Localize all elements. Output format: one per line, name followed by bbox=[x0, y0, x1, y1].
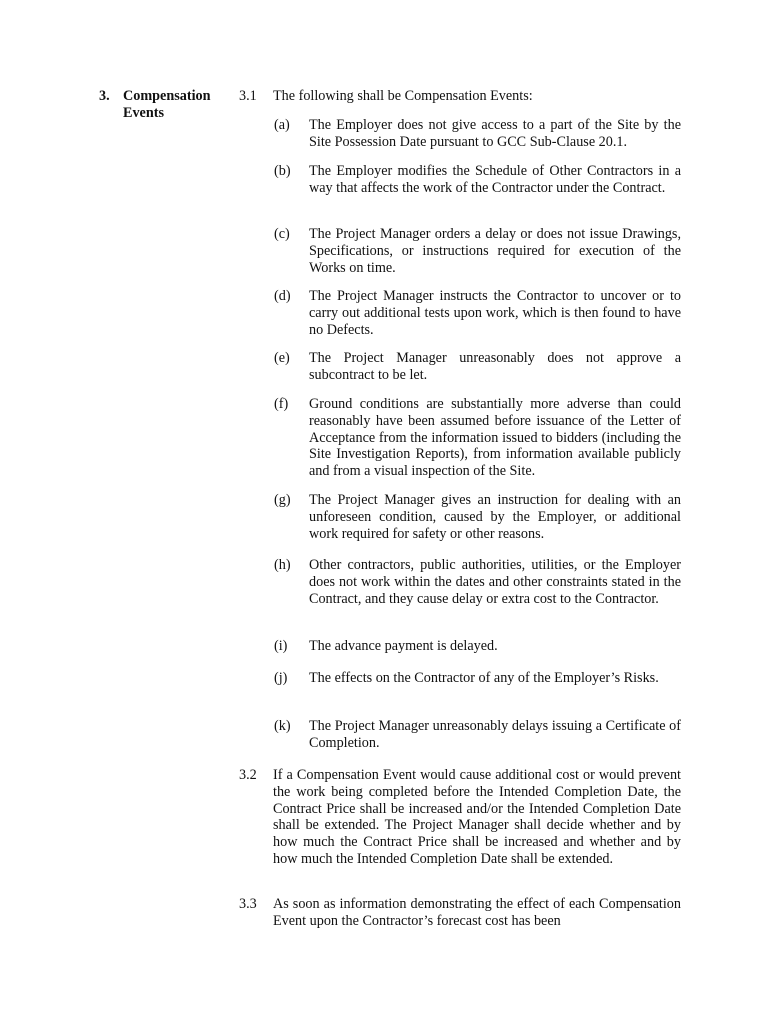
list-item-text-b: The Employer modifies the Schedule of Other Contractors in a way that affects the work of the Contractor under the Contract. bbox=[309, 163, 681, 196]
list-item-text-h: Other contractors, public authorities, utilities, or the Employer does not work within the dates and other constraints stated in the Contract, and they cause delay or extra cost to the Contractor. bbox=[309, 557, 681, 607]
list-item-label-d: (d) bbox=[274, 288, 291, 304]
list-item-text-e: The Project Manager unreasonably does not approve a subcontract to be let. bbox=[309, 350, 681, 383]
list-item-text-g: The Project Manager gives an instruction for dealing with an unforeseen condition, caused by the Employer, or additional work required for safety or other reasons. bbox=[309, 492, 681, 542]
list-item-text-k: The Project Manager unreasonably delays issuing a Certificate of Completion. bbox=[309, 718, 681, 751]
list-item-text-d: The Project Manager instructs the Contractor to uncover or to carry out additional tests upon work, which is then found to have no Defects. bbox=[309, 288, 681, 338]
list-item-text-f: Ground conditions are substantially more adverse than could reasonably have been assumed before issuance of the Letter of Acceptance from the information issued to bidders (including the Site Investigation Reports), from information available publicly and from a visual inspection of the Site. bbox=[309, 396, 681, 480]
section-number: 3. bbox=[99, 88, 110, 104]
list-item-label-a: (a) bbox=[274, 117, 290, 133]
list-item-label-e: (e) bbox=[274, 350, 290, 366]
clause-text-3-2: If a Compensation Event would cause additional cost or would prevent the work being completed before the Intended Completion Date, the Contract Price shall be increased and/or the Intended Completion Date shall be extended. The Project Manager shall decide whether and by how much the Contract Price shall be increased and whether and by how much the Intended Completion Date shall be extended. bbox=[273, 767, 681, 867]
list-item-label-i: (i) bbox=[274, 638, 288, 654]
list-item-text-i: The advance payment is delayed. bbox=[309, 638, 498, 654]
list-item-label-j: (j) bbox=[274, 670, 288, 686]
list-item-label-h: (h) bbox=[274, 557, 291, 573]
list-item-label-g: (g) bbox=[274, 492, 291, 508]
list-item-text-c: The Project Manager orders a delay or does not issue Drawings, Specifications, or instructions required for execution of the Works on time. bbox=[309, 226, 681, 276]
list-item-label-c: (c) bbox=[274, 226, 290, 242]
clause-number-3-2: 3.2 bbox=[239, 767, 257, 783]
list-item-label-k: (k) bbox=[274, 718, 291, 734]
clause-number-3-1: 3.1 bbox=[239, 88, 257, 104]
list-item-label-f: (f) bbox=[274, 396, 289, 412]
section-title: Compensation Events bbox=[123, 88, 211, 121]
list-item-text-a: The Employer does not give access to a part of the Site by the Site Possession Date pursuant to GCC Sub-Clause 20.1. bbox=[309, 117, 681, 150]
list-item-text-j: The effects on the Contractor of any of the Employer’s Risks. bbox=[309, 670, 659, 686]
list-item-label-b: (b) bbox=[274, 163, 291, 179]
clause-number-3-3: 3.3 bbox=[239, 896, 257, 912]
clause-text-3-1: The following shall be Compensation Events: bbox=[273, 88, 533, 104]
clause-text-3-3: As soon as information demonstrating the effect of each Compensation Event upon the Contractor’s forecast cost has been bbox=[273, 896, 681, 929]
